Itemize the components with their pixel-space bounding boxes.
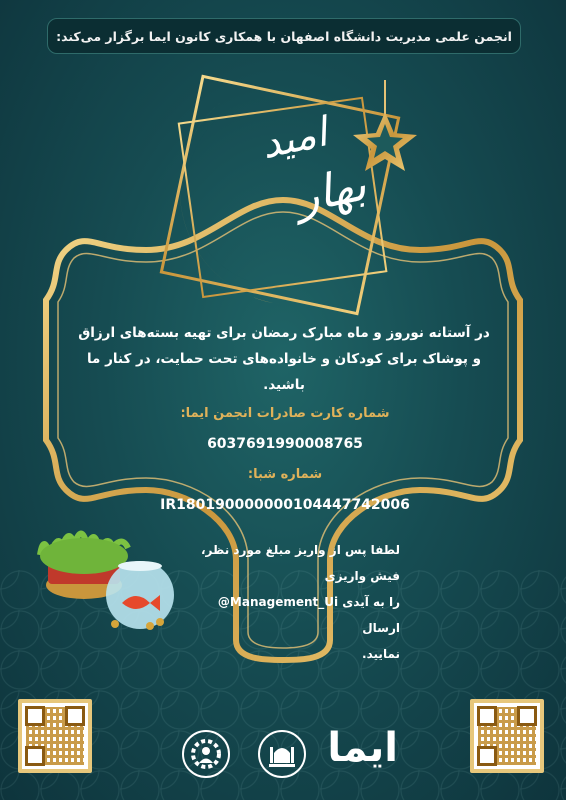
management-association-logo <box>182 730 230 778</box>
banner-text: انجمن علمی مدیریت دانشگاه اصفهان با همکاری کانون ایما برگزار می‌کند: <box>56 28 512 44</box>
university-of-isfahan-logo <box>258 730 306 778</box>
sheba-number: IR180190000000104447742006 <box>160 497 410 513</box>
ima-logo-text: ایما <box>327 725 398 771</box>
ima-logo <box>327 725 398 771</box>
gear-icon <box>188 736 224 772</box>
note-line-2: را به آیدی Management_Ui@ ارسال <box>217 595 400 635</box>
card-number: 6037691990008765 <box>207 436 363 452</box>
note-line-3: نمایید. <box>362 647 400 661</box>
sheba-label: شماره شبا: <box>247 467 323 482</box>
instructions-note <box>190 537 400 667</box>
mosque-icon <box>265 737 299 771</box>
title-line-2: بهار <box>290 156 371 224</box>
card-label: شماره کارت صادرات انجمن ایما: <box>180 406 390 421</box>
title-line-1: امید <box>257 109 332 169</box>
intro-text: در آستانه نوروز و ماه مبارک رمضان برای تهیه بسته‌های ارزاق و پوشاک برای کودکان و خانواده‌های تحت حمایت، در کنار ما باشید. <box>78 325 490 393</box>
note-line-1: لطفا پس از واریز مبلغ مورد نظر، فیش واریزی <box>200 543 400 583</box>
qr-code-right[interactable] <box>470 699 544 773</box>
goldfish-bowl-icon <box>106 561 174 630</box>
qr-code-left[interactable] <box>18 699 92 773</box>
